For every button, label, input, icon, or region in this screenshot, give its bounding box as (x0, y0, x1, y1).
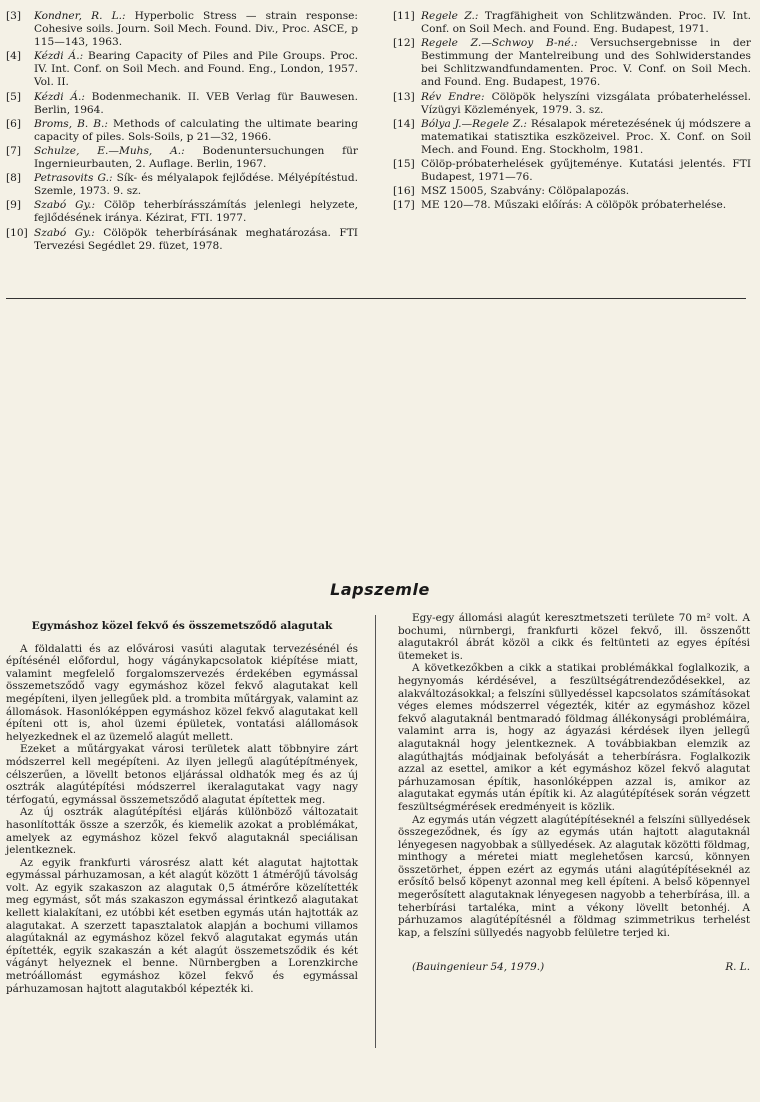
reference-author: Kézdi Á.: (34, 90, 85, 103)
reference-author: Petrasovits G.: (34, 172, 113, 185)
reference-text: Bodenmechanik. II. VEB Verlag für Bauwesen. Berlin, 1964. (34, 90, 358, 116)
reference-number: [16] (393, 185, 415, 198)
reference-item (6, 50, 358, 89)
reference-body (34, 227, 358, 253)
reference-text: MSZ 15005, Szabvány: Cölöpalapozás. (421, 185, 630, 198)
reference-number: [17] (393, 199, 415, 212)
reference-text: Sík- és mélyalapok fejlődése. Mélyépítéstud. Szemle, 1973. 9. sz. (34, 172, 358, 198)
reference-item (6, 145, 358, 171)
article-paragraph: A földalatti és az elővárosi vasúti alagutak tervezésénél és építésénél előfordul, hogy vágánykapcsolatok kiépítése miatt, valamint megfelelő forgalomszervezés érdekében egymással összemetsződő vagy egymáshoz közel fekvő alagutakat kell megépíteni, ilyen jellegűek pld. a trombita műtárgyak, valamint az állomások. Hasonlóképpen egymáshoz közel fekvő alagutakat kell építeni ott is, ahol üzemi épületek, vontatási alállomások helyezkednek el az üzemelő alagút mellett. (6, 642, 358, 743)
reference-body (34, 91, 358, 117)
article-column-left (6, 620, 358, 995)
section-title: Lapszemle (330, 580, 430, 599)
article-paragraph: A következőkben a cikk a statikai problémákkal foglalkozik, a hegynyomás kérdésével, a feszültségátrendeződésekkel, az alakváltozásokkal; a felszíni süllyedéssel kapcsolatos számításokat véges elemes módszerrel végezték, kitér az egymáshoz közel fekvő alagutaknál bentmaradó földmag állékonysági problémáira, valamint arra is, hogy az ágyazási kérdések ilyen jellegű alagutaknál hogy jelentkeznek. A továbbiakban elemzik az alagúthajtás módjainak befolyását a teherbírásra. Foglalkozik azzal az esettel, amikor a két egymáshoz közel fekvő alagutat párhuzamosan építik, hasonlóképpen azzal is, amikor az alagutakat egymás után építik ki. Az alagútépítések során végzett feszültségmérések eredményeit is közlik. (398, 662, 750, 813)
reference-text: Bearing Capacity of Piles and Pile Groups. Proc. IV. Int. Conf. on Soil Mech. and Found. Eng., London, 1957. Vol. II. (34, 50, 358, 89)
reference-author: Kondner, R. L.: (34, 10, 126, 22)
reference-item (393, 37, 751, 89)
reference-body (421, 185, 751, 198)
reference-body (421, 37, 751, 89)
reference-number: [12] (393, 37, 415, 50)
reference-author: Regele Z.: (421, 10, 479, 22)
reference-number: [11] (393, 10, 415, 22)
reference-text: Résalapok méretezésének új módszere a matematikai statisztika eszközeivel. Proc. X. Conf. on Soil Mech. and Found. Eng. Stockholm, 1981. (421, 117, 751, 156)
reference-item (393, 10, 751, 36)
article-source-line (398, 961, 750, 974)
article-paragraph: Az egymás után végzett alagútépítéseknél a felszíni süllyedések összegeződnek, és így az egymás után hajtott alagutaknál lényegesen nagyobbak a süllyedések. Az alagutak közötti földmag, minthogy a méretei miatt meglehetősen karcsú, könnyen összetörhet, éppen ezért az egymás utáni alagútépítéseknél az erősítő belső köpenyt azonnal meg kell építeni. A belső köpennyel megerősített alagutaknak lényegesen nagyobb a teherbírása, ill. a teherbírási tartaléka, mint a vékony lövellt betonhéj. A párhuzamos alagútépítésnél a földmag szimmetrikus terhelést kap, a felszíni süllyedés nagyobb felületre terjed ki. (398, 813, 750, 939)
reference-number: [14] (393, 117, 415, 130)
reference-text: Cölöpök teherbírásának meghatározása. FTI Tervezési Segédlet 29. füzet, 1978. (34, 226, 358, 252)
references-left (6, 10, 358, 254)
reference-number: [15] (393, 158, 415, 171)
reference-body (421, 118, 751, 157)
reference-author: Szabó Gy.: (34, 226, 95, 239)
reference-item (6, 118, 358, 144)
article-title: Egymáshoz közel fekvő és összemetsződő alagutak (31, 620, 333, 632)
reference-item (6, 227, 358, 253)
reference-item (6, 172, 358, 198)
reference-number: [8] (6, 172, 22, 185)
reference-item (393, 185, 751, 198)
reference-author: Rév Endre: (421, 90, 485, 103)
reference-body (34, 118, 358, 144)
reference-body (34, 10, 358, 49)
reference-text: Cölöp teherbírásszámítás jelenlegi helyzete, fejlődésének iránya. Kézirat, FTI. 1977. (34, 199, 358, 225)
reference-item (393, 118, 751, 157)
reference-body (421, 199, 751, 212)
reference-number: [13] (393, 90, 415, 103)
reference-text: Hyperbolic Stress — strain response: Cohesive soils. Journ. Soil Mech. Found. Div., Proc. ASCE, p 115—143, 1963. (34, 10, 359, 49)
reference-number: [10] (6, 226, 28, 239)
reference-text: Bodenuntersuchungen für Ingernieurbauten, 2. Auflage. Berlin, 1967. (34, 144, 358, 171)
reference-number: [5] (6, 90, 22, 103)
reference-item (393, 91, 751, 117)
reference-author: Broms, B. B.: (34, 117, 108, 130)
reference-author: Szabó Gy.: (34, 199, 96, 212)
article-signature: R. L. (725, 961, 750, 974)
reference-text: Cölöp-próbaterhelések gyűjteménye. Kutatási jelentés. FTI Budapest, 1971—76. (421, 158, 751, 184)
article-source: (Bauingenieur 54, 1979.) (412, 961, 545, 974)
reference-item (393, 199, 751, 212)
section-divider (6, 298, 746, 299)
reference-author: Kézdi Á.: (34, 50, 84, 63)
reference-number: [9] (6, 199, 22, 212)
reference-item (393, 158, 751, 184)
reference-item (6, 91, 358, 117)
reference-body (421, 10, 751, 36)
reference-number: [3] (6, 10, 22, 22)
reference-number: [6] (6, 117, 22, 130)
column-divider (375, 615, 376, 1048)
reference-author: Bólya J.—Regele Z.: (421, 117, 527, 130)
article-paragraph: Egy-egy állomási alagút keresztmetszeti területe 70 m² volt. A bochumi, nürnbergi, frankfurti közel fekvő, ill. összenőtt alagutakról ábrát közöl a cikk és feltünteti az egyes építési ütemeket is. (398, 612, 750, 662)
reference-item (6, 199, 358, 225)
reference-text: Cölöpök helyszíni vizsgálata próbaterheléssel. Vízügyi Közlemények, 1979. 3. sz. (421, 90, 751, 116)
article-paragraph: Az új osztrák alagútépítési eljárás különböző változatait hasonlították össze a szerzők, és kiemelik azokat a problémákat, amelyek az egymáshoz közel fekvő alagutaknál speciálisan jelentkeznek. (6, 806, 358, 857)
reference-number: [4] (6, 50, 22, 63)
reference-body (421, 158, 751, 184)
article-column-right (398, 612, 750, 974)
reference-text: ME 120—78. Műszaki előírás: A cölöpök próbaterhelése. (421, 199, 727, 212)
reference-text: Tragfähigheit von Schlitzwänden. Proc. IV. Int. Conf. on Soil Mech. and Found. Eng. Budapest, 1971. (421, 10, 752, 36)
reference-body (34, 199, 358, 225)
references-right (393, 10, 751, 213)
reference-body (34, 172, 358, 198)
article-paragraph: Az egyik frankfurti városrész alatt két alagutat hajtottak egymással párhuzamosan, a két alagút között 1 átmérőjű távolság volt. Az egyik szakaszon az alagutak 0,5 átmérőre közelítették meg egymást, sőt más szakaszon egymással érintkező alagutakat kellett kialakítani, ez utóbbi két esetben egymás után hajtották az alagutakat. A szerzett tapasztalatok alapján a bochumi villamos alagútaknál az egymáshoz közel fekvő alagutakat egymás után építették, egyik szakaszán a két alagút összemetsződik és két vágányt helyeznek el benne. Nürnbergben a Lorenzkirche metróállomást egymáshoz közel fekvő és egymással párhuzamosan hajtott alagutakból képezték ki. (6, 856, 358, 995)
reference-author: Schulze, E.—Muhs, A.: (34, 144, 185, 157)
reference-body (34, 50, 358, 89)
reference-text: Methods of calculating the ultimate bearing capacity of piles. Sols-Soils, p 21—32, 1966. (34, 117, 358, 143)
reference-body (34, 145, 358, 171)
reference-author: Regele Z.—Schwoy B-né.: (421, 37, 578, 50)
reference-number: [7] (6, 144, 22, 157)
reference-text: Versuchsergebnisse in der Bestimmung der Mantelreibung und des Sohlwiderstandes bei Schlitzwandfundamenten. Proc. V. Conf. on Soil Mech. and Found. Eng. Budapest, 1976. (421, 37, 751, 89)
article-paragraph: Ezeket a műtárgyakat városi területek alatt többnyire zárt módszerrel kell megépíteni. Az ilyen jellegű alagútépítmények, célszerűen, a lövellt betonos eljárással oldhatók meg és az új osztrák alagútépítési módszerrel ikeralagutakat vagy nagy térfogatú, egymással összemetsződő alagutat építettek meg. (6, 743, 358, 806)
reference-item (6, 10, 358, 49)
reference-body (421, 91, 751, 117)
